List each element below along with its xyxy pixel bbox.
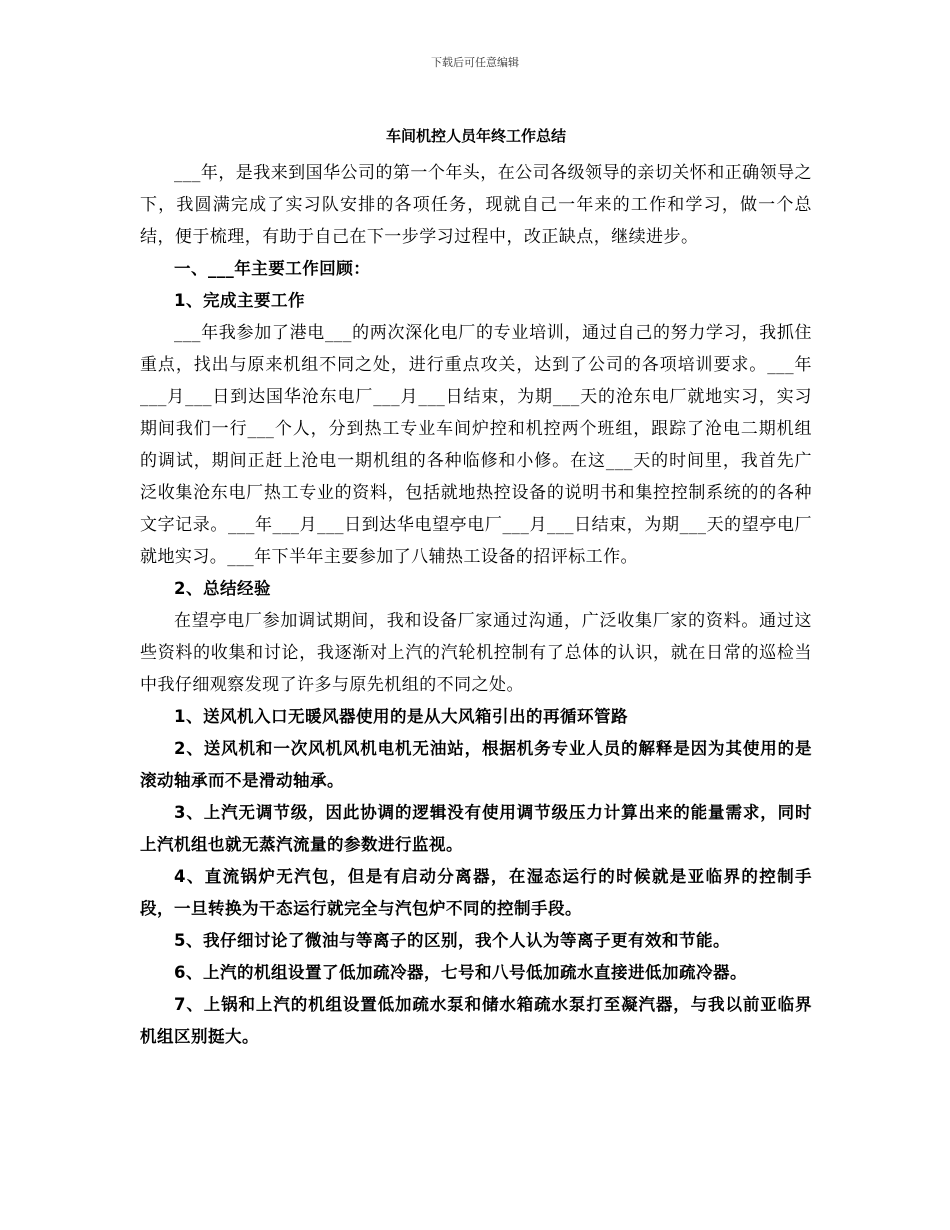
document-body (140, 125, 812, 1053)
list-item: 3、上汽无调节级，因此协调的逻辑没有使用调节级压力计算出来的能量需求，同时上汽机组也就无蒸汽流量的参数进行监视。 (140, 803, 812, 854)
intro-paragraph: ___年，是我来到国华公司的第一个年头，在公司各级领导的亲切关怀和正确领导之下，我圆满完成了实习队安排的各项任务，现就自己一年来的工作和学习，做一个总结，便于梳理，有助于自己在下一步学习过程中，改正缺点，继续进步。 (140, 163, 812, 247)
list-item: 5、我仔细讨论了微油与等离子的区别，我个人认为等离子更有效和节能。 (174, 931, 730, 950)
list-item: 7、上锅和上汽的机组设置低加疏水泵和储水箱疏水泵打至凝汽器，与我以前亚临界机组区别挺大。 (140, 995, 812, 1046)
list-item: 4、直流锅炉无汽包，但是有启动分离器，在湿态运行的时候就是亚临界的控制手段，一旦转换为干态运行就完全与汽包炉不同的控制手段。 (140, 867, 812, 918)
subsection-heading-work: 1、完成主要工作 (174, 291, 305, 310)
page-header: 下载后可任意编辑 (431, 56, 519, 69)
list-item: 2、送风机和一次风机风机电机无油站，根据机务专业人员的解释是因为其使用的是滚动轴承而不是滑动轴承。 (140, 739, 812, 790)
document-title: 车间机控人员年终工作总结 (385, 127, 566, 145)
experience-paragraph: 在望亭电厂参加调试期间，我和设备厂家通过沟通，广泛收集厂家的资料。通过这些资料的收集和讨论，我逐渐对上汽的汽轮机控制有了总体的认识，就在日常的巡检当中我仔细观察发现了许多与原先机组的不同之处。 (140, 611, 812, 695)
list-item: 6、上汽的机组设置了低加疏冷器，七号和八号低加疏水直接进低加疏冷器。 (174, 963, 747, 982)
subsection-heading-experience: 2、总结经验 (174, 579, 271, 598)
list-item: 1、送风机入口无暖风器使用的是从大风箱引出的再循环管路 (174, 707, 628, 726)
section-heading: 一、___年主要工作回顾： (174, 259, 371, 278)
work-paragraph: ___年我参加了港电___的两次深化电厂的专业培训，通过自己的努力学习，我抓住重点，找出与原来机组不同之处，进行重点攻关，达到了公司的各项培训要求。___年___月___日到达国华沧东电厂___月___日结束，为期___天的沧东电厂就地实习，实习期间我们一行___个人，分到热工专业车间炉控和机控两个班组，跟踪了沧电二期机组的调试，期间正赶上沧电一期机组的各种临修和小修。在这___天的时间里，我首先广泛收集沧东电厂热工专业的资料，包括就地热控设备的说明书和集控控制系统的的各种文字记录。___年___月___日到达华电望亭电厂___月___日结束，为期___天的望亭电厂就地实习。___年下半年主要参加了八辅热工设备的招评标工作。 (140, 323, 812, 567)
